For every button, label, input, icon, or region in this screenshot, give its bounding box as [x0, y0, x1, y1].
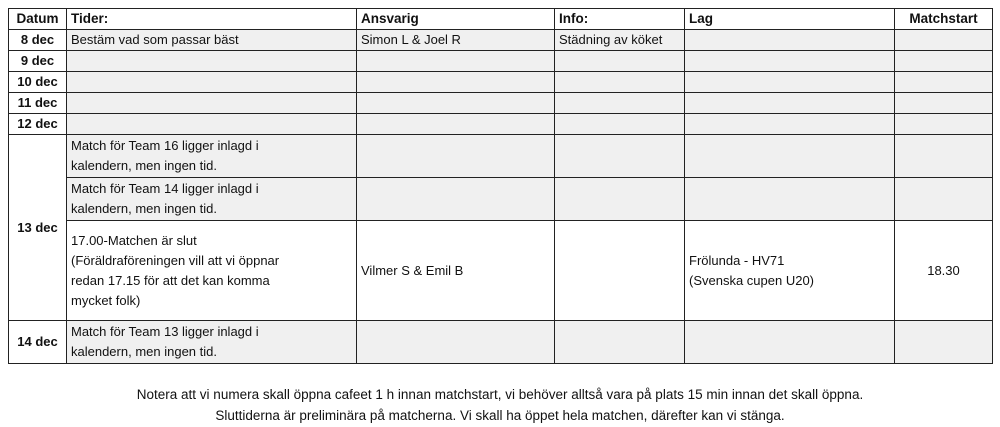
- times-line: Match för Team 13 ligger inlagd i: [71, 324, 259, 339]
- team-cell[interactable]: [685, 51, 895, 72]
- table-row: [9, 135, 993, 178]
- responsible-cell[interactable]: Simon L & Joel R: [357, 30, 555, 51]
- header-row: [9, 9, 993, 30]
- header-date[interactable]: Datum: [9, 9, 67, 30]
- date-cell[interactable]: 8 dec: [9, 30, 67, 51]
- date-cell[interactable]: 12 dec: [9, 114, 67, 135]
- date-cell[interactable]: 10 dec: [9, 72, 67, 93]
- team-cell[interactable]: [685, 135, 895, 178]
- info-cell[interactable]: [555, 221, 685, 321]
- responsible-cell[interactable]: [357, 178, 555, 221]
- times-line: 17.00-Matchen är slut: [71, 232, 197, 248]
- times-line: Match för Team 16 ligger inlagd i: [71, 138, 259, 153]
- team-cell[interactable]: [685, 221, 895, 321]
- times-cell[interactable]: Bestäm vad som passar bäst: [67, 30, 357, 51]
- responsible-cell[interactable]: [357, 51, 555, 72]
- times-cell[interactable]: [67, 114, 357, 135]
- header-info[interactable]: Info:: [555, 9, 685, 30]
- table-row: [9, 321, 993, 364]
- team-cell[interactable]: [685, 114, 895, 135]
- date-cell[interactable]: 14 dec: [9, 321, 67, 364]
- team-line: Frölunda - HV71: [689, 252, 785, 268]
- table-row: [9, 178, 993, 221]
- times-cell[interactable]: [67, 72, 357, 93]
- responsible-cell[interactable]: [357, 135, 555, 178]
- times-line: kalendern, men ingen tid.: [71, 158, 217, 173]
- header-match-start[interactable]: Matchstart: [895, 9, 993, 30]
- match-start-cell[interactable]: [895, 114, 993, 135]
- info-cell[interactable]: [555, 51, 685, 72]
- date-cell[interactable]: 11 dec: [9, 93, 67, 114]
- date-cell[interactable]: 13 dec: [9, 135, 67, 321]
- times-line: Match för Team 14 ligger inlagd i: [71, 181, 259, 196]
- times-line: kalendern, men ingen tid.: [71, 201, 217, 216]
- times-cell[interactable]: [67, 135, 357, 178]
- header-team[interactable]: Lag: [685, 9, 895, 30]
- header-responsible[interactable]: Ansvarig: [357, 9, 555, 30]
- table-row: [9, 51, 993, 72]
- team-line: (Svenska cupen U20): [689, 272, 815, 288]
- match-start-cell[interactable]: [895, 72, 993, 93]
- info-cell[interactable]: [555, 178, 685, 221]
- times-cell[interactable]: [67, 93, 357, 114]
- match-start-cell[interactable]: [895, 51, 993, 72]
- team-cell[interactable]: [685, 178, 895, 221]
- match-start-cell[interactable]: [895, 30, 993, 51]
- info-cell[interactable]: [555, 321, 685, 364]
- times-cell[interactable]: [67, 51, 357, 72]
- table-row: [9, 93, 993, 114]
- times-cell[interactable]: [67, 321, 357, 364]
- team-cell[interactable]: [685, 321, 895, 364]
- header-times[interactable]: Tider:: [67, 9, 357, 30]
- team-cell[interactable]: [685, 72, 895, 93]
- times-line: kalendern, men ingen tid.: [71, 344, 217, 359]
- team-cell[interactable]: [685, 30, 895, 51]
- info-cell[interactable]: [555, 72, 685, 93]
- table-row: [9, 72, 993, 93]
- times-line: mycket folk): [71, 292, 141, 308]
- responsible-cell[interactable]: Vilmer S & Emil B: [357, 221, 555, 321]
- match-start-cell[interactable]: [895, 93, 993, 114]
- responsible-cell[interactable]: [357, 114, 555, 135]
- date-cell[interactable]: 9 dec: [9, 51, 67, 72]
- note-line-1: Notera att vi numera skall öppna cafeet 1 h innan matchstart, vi behöver alltså vara på plats 15 min innan det skall öppna.: [136, 387, 864, 402]
- match-start-cell[interactable]: [895, 321, 993, 364]
- match-start-cell[interactable]: [895, 135, 993, 178]
- schedule-table: [8, 8, 993, 364]
- info-cell[interactable]: Städning av köket: [555, 30, 685, 51]
- table-row: [9, 30, 993, 51]
- note-line-2: Sluttiderna är preliminära på matcherna. Vi skall ha öppet hela matchen, därefter kan vi stänga.: [215, 408, 785, 423]
- table-row: [9, 114, 993, 135]
- info-cell[interactable]: [555, 135, 685, 178]
- times-cell[interactable]: [67, 221, 357, 321]
- info-cell[interactable]: [555, 114, 685, 135]
- table-row: [9, 221, 993, 321]
- times-line: redan 17.15 för att det kan komma: [71, 272, 270, 288]
- team-cell[interactable]: [685, 93, 895, 114]
- responsible-cell[interactable]: [357, 93, 555, 114]
- match-start-cell[interactable]: 18.30: [895, 221, 993, 321]
- responsible-cell[interactable]: [357, 321, 555, 364]
- info-cell[interactable]: [555, 93, 685, 114]
- match-start-cell[interactable]: [895, 178, 993, 221]
- times-line: (Föräldraföreningen vill att vi öppnar: [71, 252, 280, 268]
- times-cell[interactable]: [67, 178, 357, 221]
- responsible-cell[interactable]: [357, 72, 555, 93]
